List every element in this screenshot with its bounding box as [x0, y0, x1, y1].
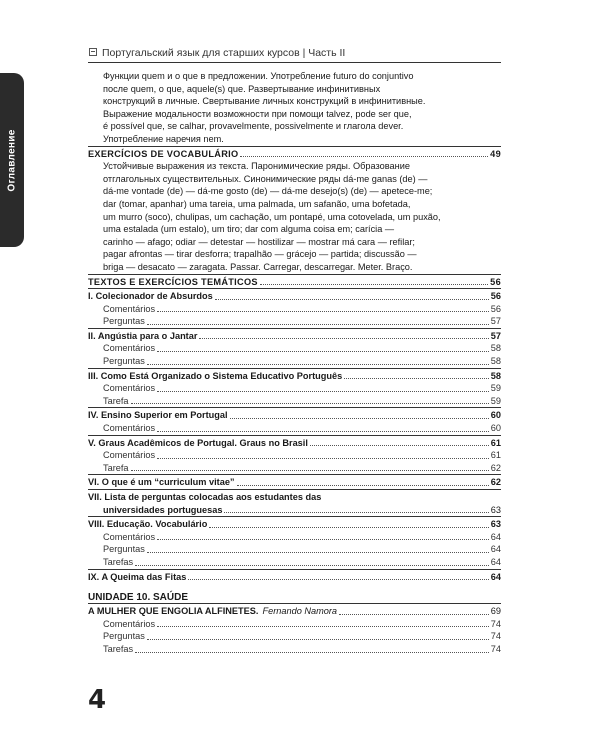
toc-entry-title-line1: VII. Lista de perguntas colocadas aos estudantes das: [88, 492, 322, 502]
story-title: A MULHER QUE ENGOLIA ALFINETES.: [88, 606, 259, 617]
toc-entry-title: TEXTOS E EXERCÍCIOS TEMÁTICOS: [88, 276, 258, 287]
desc-line: Устойчивые выражения из текста. Паронимические ряды. Образование: [103, 161, 410, 172]
toc-subentry[interactable]: [88, 355, 501, 368]
toc-subentry-page: 56: [490, 303, 501, 314]
toc-subentry-page: 62: [490, 462, 501, 473]
dot-leader: [157, 626, 489, 627]
dot-leader: [199, 338, 488, 339]
spacer: [88, 583, 501, 590]
toc-subentry-page: 74: [490, 618, 501, 629]
toc-subentry-label: Tarefas: [103, 643, 134, 654]
toc-entry-page: 60: [490, 410, 501, 421]
toc-subentry[interactable]: [88, 395, 501, 408]
dot-leader: [135, 565, 489, 566]
toc-item-6: [88, 474, 501, 489]
toc-entry-title: V. Graus Acadêmicos de Portugal. Graus no Brasil: [88, 437, 308, 448]
vocab-description: [103, 160, 501, 273]
dot-leader: [339, 614, 489, 615]
toc-subentry[interactable]: [88, 342, 501, 355]
toc-entry-page: 57: [490, 330, 501, 341]
dot-leader: [260, 284, 488, 285]
toc-subentry[interactable]: [88, 422, 501, 435]
dot-leader: [135, 652, 489, 653]
toc-subentry[interactable]: [88, 543, 501, 556]
toc-subentry[interactable]: [88, 462, 501, 475]
toc-entry-title: IX. A Queima das Fitas: [88, 571, 187, 582]
running-header: [89, 47, 345, 59]
dot-leader: [157, 311, 489, 312]
toc-subentry-page: 64: [490, 544, 501, 555]
toc-entry-page: 63: [490, 519, 501, 530]
toc-subentry[interactable]: [88, 449, 501, 462]
side-tab-label-wrap: [0, 73, 24, 247]
toc-entry[interactable]: [88, 518, 501, 531]
intro-line: Выражение модальности возможности при помощи talvez, pode ser que,: [103, 108, 412, 119]
toc-subentry[interactable]: [88, 556, 501, 569]
dot-leader: [157, 431, 489, 432]
desc-line: dá-me vontade (de) — dá-me gosto (de) — dá-me desejo(s) (de) — apetece-me;: [103, 186, 433, 197]
toc-entry-page: 64: [490, 571, 501, 582]
toc-item-5: [88, 435, 501, 475]
toc-item-3: [88, 368, 501, 408]
toc-entry-vocab[interactable]: [88, 148, 501, 161]
desc-line: dar (tomar, apanhar) uma tareia, uma palmada, um safanão, uma bofetada,: [103, 198, 411, 209]
toc-entry-title-line2: universidades portuguesas: [103, 504, 223, 515]
vocab-section: [88, 146, 501, 274]
dot-leader: [310, 445, 489, 446]
toc-item-1: [88, 288, 501, 328]
unit-10: [88, 592, 501, 655]
toc-subentry[interactable]: [88, 643, 501, 656]
toc-subentry[interactable]: [88, 630, 501, 643]
toc-subentry-label: Comentários: [103, 618, 156, 629]
intro-block: [103, 70, 501, 146]
page-number: 4: [88, 685, 107, 715]
toc-entry-page: 49: [490, 148, 501, 159]
toc-entry-page: 63: [490, 504, 501, 515]
toc-subentry-page: 64: [490, 556, 501, 567]
desc-line: pagar afrontas — tirar desforra; trapalhão — grácejo — partida; discussão —: [103, 249, 417, 260]
dot-leader: [157, 391, 489, 392]
toc-entry-page: 56: [490, 291, 501, 302]
toc-subentry-page: 61: [490, 450, 501, 461]
toc-entry-page: 69: [490, 606, 501, 617]
toc-entry[interactable]: [88, 476, 501, 489]
toc-subentry-label: Tarefa: [103, 395, 129, 406]
toc-entry-title: VI. O que é um “curriculum vitae”: [88, 477, 235, 488]
dot-leader: [215, 299, 489, 300]
dot-leader: [147, 552, 489, 553]
toc-subentry-label: Comentários: [103, 531, 156, 542]
toc-subentry-page: 74: [490, 631, 501, 642]
intro-line: после quem, o que, aquele(s) que. Развертывание инфинитивных: [103, 83, 381, 94]
desc-line: um murro (soco), chulipas, um cachação, um pontapé, uma cotovelada, um puxão,: [103, 211, 441, 222]
intro-line: Употребление наречия nem.: [103, 133, 224, 144]
header-rule: [88, 62, 501, 63]
toc-subentry-page: 59: [490, 395, 501, 406]
toc-item-8: [88, 516, 501, 568]
toc-entry[interactable]: [88, 290, 501, 303]
toc-entry-title: II. Angústia para o Jantar: [88, 330, 198, 341]
dot-leader: [237, 485, 489, 486]
toc-entry-title: VIII. Educação. Vocabulário: [88, 519, 208, 530]
toc-entry-title: I. Colecionador de Absurdos: [88, 291, 213, 302]
toc-subentry[interactable]: [88, 382, 501, 395]
dot-leader: [230, 418, 489, 419]
desc-line: uma estalada (um estalo), um tiro; dar com alguma coisa em; carícia —: [103, 224, 395, 235]
dot-leader: [147, 364, 489, 365]
intro-line: Функции quem и o que в предложении. Употребление futuro do conjuntivo: [103, 71, 414, 81]
toc-entry-page: 56: [490, 276, 501, 287]
toc-subentry-label: Comentários: [103, 343, 156, 354]
toc-subentry-label: Tarefa: [103, 462, 129, 473]
toc-subentry-label: Perguntas: [103, 631, 145, 642]
dot-leader: [188, 579, 488, 580]
desc-line: carinho — afago; odiar — detestar — hostilizar — mostrar má cara — refilar;: [103, 236, 415, 247]
toc-subentry-label: Perguntas: [103, 316, 145, 327]
toc-subentry-page: 74: [490, 643, 501, 654]
header-marker-icon: [89, 48, 97, 56]
textos-section: [88, 274, 501, 289]
dot-leader: [344, 378, 489, 379]
desc-line: briga — desacato — zaragata. Passar. Carregar, descarregar. Meter. Braço.: [103, 261, 413, 272]
toc-subentry[interactable]: [88, 618, 501, 631]
unit-story: [88, 603, 501, 655]
toc-entry[interactable]: [88, 330, 501, 343]
toc-item-9: [88, 569, 501, 584]
toc-entry[interactable]: [88, 571, 501, 584]
toc-entry-page: 58: [490, 370, 501, 381]
dot-leader: [240, 156, 488, 157]
toc-item-2: [88, 328, 501, 368]
toc-subentry-page: 57: [490, 316, 501, 327]
toc-item-4: [88, 407, 501, 434]
toc-subentry-label: Comentários: [103, 423, 156, 434]
dot-leader: [157, 539, 489, 540]
toc-entry-title: IV. Ensino Superior em Portugal: [88, 410, 228, 421]
dot-leader: [147, 324, 489, 325]
dot-leader: [209, 527, 488, 528]
toc-subentry[interactable]: [88, 315, 501, 328]
story-author: Fernando Namora: [262, 606, 338, 617]
intro-line: конструкций в личные. Свертывание личных конструкций в инфинитивные.: [103, 96, 426, 107]
toc-item-7: [88, 489, 501, 516]
toc-subentry-label: Comentários: [103, 383, 156, 394]
toc-entry-multiline[interactable]: [88, 491, 501, 516]
unit-heading: UNIDADE 10. SAÚDE: [88, 592, 189, 604]
toc-entry-page: 62: [490, 477, 501, 488]
toc-entry-title: EXERCÍCIOS DE VOCABULÁRIO: [88, 148, 239, 159]
toc-subentry-label: Comentários: [103, 303, 156, 314]
toc-subentry-label: Perguntas: [103, 544, 145, 555]
toc-subentry[interactable]: [88, 531, 501, 544]
dot-leader: [157, 351, 489, 352]
toc-entry-story[interactable]: [88, 605, 501, 618]
dot-leader: [131, 470, 489, 471]
dot-leader: [224, 512, 488, 513]
toc-subentry-label: Comentários: [103, 450, 156, 461]
toc-subentry-label: Tarefas: [103, 556, 134, 567]
toc-subentry-label: Perguntas: [103, 356, 145, 367]
dot-leader: [131, 403, 489, 404]
dot-leader: [157, 458, 489, 459]
table-of-contents: [88, 70, 501, 656]
toc-entry-page: 61: [490, 437, 501, 448]
toc-entry[interactable]: [88, 409, 501, 422]
toc-entry-textos[interactable]: [88, 276, 501, 289]
dot-leader: [147, 639, 489, 640]
toc-subentry[interactable]: [88, 303, 501, 316]
toc-entry-title: III. Como Está Organizado o Sistema Educativo Português: [88, 370, 343, 381]
toc-entry[interactable]: [88, 437, 501, 450]
side-tab-label: Оглавление: [6, 128, 18, 192]
desc-line: отглагольных существительных. Синонимические ряды dá-me ganas (de) —: [103, 173, 428, 184]
header-title: Португальский язык для старших курсов | Часть II: [102, 47, 346, 59]
toc-subentry-page: 64: [490, 531, 501, 542]
toc-subentry-page: 59: [490, 383, 501, 394]
toc-entry[interactable]: [88, 370, 501, 383]
toc-subentry-page: 58: [490, 356, 501, 367]
toc-subentry-page: 58: [490, 343, 501, 354]
intro-line: é possível que, se calhar, provavelmente, possivelmente и глагола dever.: [103, 121, 404, 132]
toc-subentry-page: 60: [490, 423, 501, 434]
